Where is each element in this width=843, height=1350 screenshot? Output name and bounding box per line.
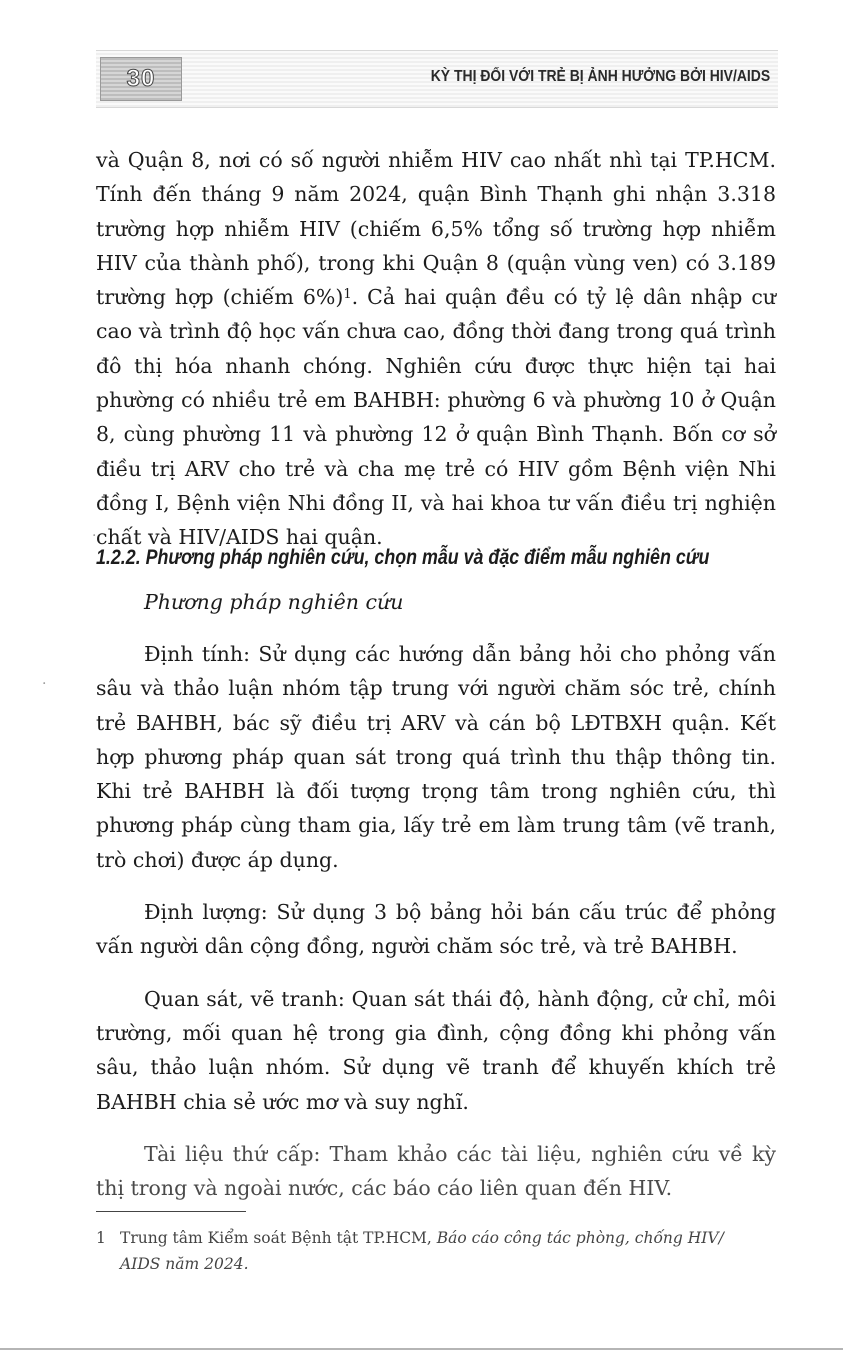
- section-heading: 1.2.2. Phương pháp nghiên cứu, chọn mẫu và đặc điểm mẫu nghiên cứu: [96, 545, 710, 569]
- paragraph-quantitative: Định lượng: Sử dụng 3 bộ bảng hỏi bán cấu trúc để phỏng vấn người dân cộng đồng, người chăm sóc trẻ, và trẻ BAHBH.: [96, 900, 776, 959]
- paragraph-observation: Quan sát, vẽ tranh: Quan sát thái độ, hành động, cử chỉ, môi trường, mối quan hệ trong gia đình, cộng đồng khi phỏng vấn sâu, thảo luận nhóm. Sử dụng vẽ tranh để khuyến khích trẻ BAHBH chia sẻ ước mơ và suy nghĩ.: [96, 986, 776, 1114]
- paragraph-part: và Quận 8, nơi có số người nhiễm HIV cao nhất nhì tại TP.HCM. Tính đến tháng 9 năm 2024, quận Bình Thạnh ghi nhận 3.318 trường hợp nhiễm HIV (chiếm 6,5% tổng số trường hợp nhiễm HIV của thành phố), trong khi Quận 8 (quận vùng ven) có 3.189 trường hợp (chiếm 6%): [96, 148, 776, 310]
- footnote: [96, 1225, 776, 1277]
- page-number: 30: [100, 57, 182, 101]
- paragraph-study-location: [96, 143, 776, 555]
- page-header: [96, 50, 778, 108]
- footnote-title-cont: AIDS năm 2024.: [120, 1255, 249, 1273]
- footnote-source: Trung tâm Kiểm soát Bệnh tật TP.HCM,: [120, 1229, 432, 1247]
- body-text-top: [96, 143, 776, 555]
- footnote-number: 1: [96, 1229, 106, 1247]
- footnote-divider: [96, 1211, 246, 1212]
- scan-speck: ·: [92, 528, 97, 544]
- paragraph-part: . Cả hai quận đều có tỷ lệ dân nhập cư cao và trình độ học vấn chưa cao, đồng thời đang trong quá trình đô thị hóa nhanh chóng. Nghiên cứu được thực hiện tại hai phường có nhiều trẻ em BAHBH: phường 6 và phường 10 ở Quận 8, cùng phường 11 và phường 12 ở quận Bình Thạnh. Bốn cơ sở điều trị ARV cho trẻ và cha mẹ trẻ có HIV gồm Bệnh viện Nhi đồng I, Bệnh viện Nhi đồng II, và hai khoa tư vấn điều trị nghiện chất và HIV/AIDS hai quận.: [96, 285, 776, 550]
- footnote-title: Báo cáo công tác phòng, chống HIV/: [436, 1229, 724, 1247]
- subheading: Phương pháp nghiên cứu: [144, 590, 404, 614]
- paragraph-qualitative: Định tính: Sử dụng các hướng dẫn bảng hỏi cho phỏng vấn sâu và thảo luận nhóm tập trung với người chăm sóc trẻ, chính trẻ BAHBH, bác sỹ điều trị ARV và cán bộ LĐTBXH quận. Kết hợp phương pháp quan sát trong quá trình thu thập thông tin. Khi trẻ BAHBH là đối tượng trọng tâm trong nghiên cứu, thì phương pháp cùng tham gia, lấy trẻ em làm trung tâm (vẽ tranh, trò chơi) được áp dụng.: [96, 642, 776, 872]
- scan-speck: ·: [42, 676, 47, 692]
- body-text-methods: [96, 637, 776, 1205]
- running-title: KỲ THỊ ĐỐI VỚI TRẺ BỊ ẢNH HƯỞNG BỞI HIV/AIDS: [430, 68, 770, 85]
- footnote-reference[interactable]: 1: [343, 287, 352, 303]
- paragraph-secondary-sources: Tài liệu thứ cấp: Tham khảo các tài liệu, nghiên cứu về kỳ thị trong và ngoài nước, các báo cáo liên quan đến HIV.: [96, 1141, 776, 1201]
